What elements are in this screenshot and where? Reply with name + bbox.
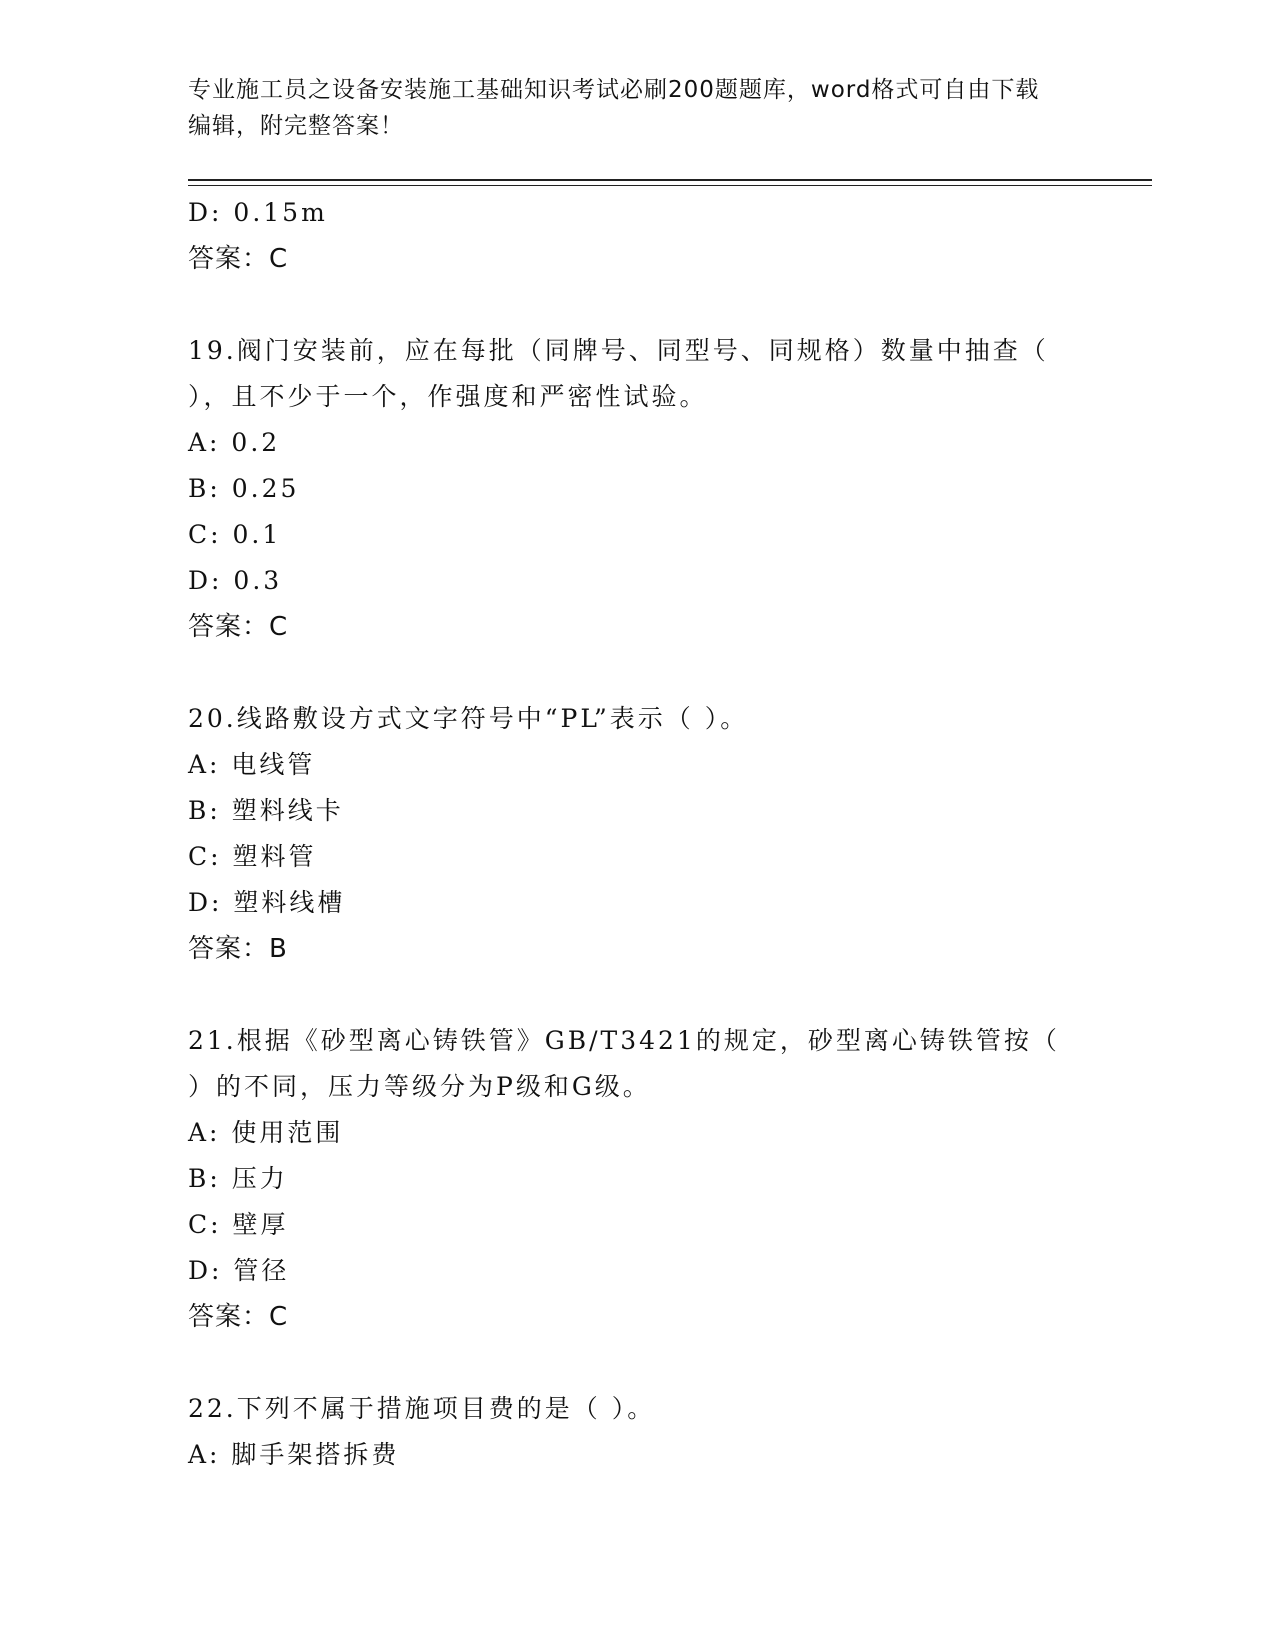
- option-c: C: 壁厚: [188, 1210, 289, 1239]
- document-header: [188, 72, 1088, 144]
- answer-line: 答案：B: [188, 934, 288, 964]
- option-b: B: 塑料线卡: [188, 796, 344, 825]
- question-stem-line-2: ），且不少于一个，作强度和严密性试验。: [188, 382, 708, 411]
- answer-line: 答案：C: [188, 244, 289, 274]
- question-22: [188, 1386, 1088, 1478]
- option-a: A: 电线管: [188, 750, 316, 779]
- header-title-line-1: 专业施工员之设备安装施工基础知识考试必刷200题题库，word格式可自由下载: [188, 77, 1040, 103]
- question-stem-line-1: 19.阀门安装前，应在每批（同牌号、同型号、同规格）数量中抽查（: [188, 336, 1049, 365]
- question-21: [188, 1018, 1088, 1340]
- question-20: [188, 696, 1088, 972]
- option-d: D: 0.15m: [188, 198, 328, 227]
- header-divider-thin: [188, 185, 1152, 186]
- option-c: C: 塑料管: [188, 842, 317, 871]
- option-c: C: 0.1: [188, 520, 282, 549]
- question-stem-line-1: 22.下列不属于措施项目费的是（ ）。: [188, 1394, 656, 1423]
- option-d: D: 塑料线槽: [188, 888, 346, 917]
- question-list: [188, 190, 1088, 1478]
- option-a: A: 脚手架搭拆费: [188, 1440, 400, 1469]
- previous-question-tail: [188, 190, 1088, 282]
- option-d: D: 管径: [188, 1256, 290, 1285]
- answer-line: 答案：C: [188, 612, 289, 642]
- option-a: A: 0.2: [188, 428, 281, 457]
- question-19: [188, 328, 1088, 650]
- option-d: D: 0.3: [188, 566, 283, 595]
- question-stem-line-1: 21.根据《砂型离心铸铁管》GB/T3421的规定，砂型离心铸铁管按（: [188, 1026, 1060, 1055]
- header-divider-thick: [188, 179, 1152, 181]
- question-stem-line-1: 20.线路敷设方式文字符号中“PL”表示（ ）。: [188, 704, 749, 733]
- question-stem-line-2: ）的不同，压力等级分为P级和G级。: [188, 1072, 651, 1101]
- header-title-line-2: 编辑，附完整答案！: [188, 113, 404, 139]
- option-b: B: 压力: [188, 1164, 288, 1193]
- answer-line: 答案：C: [188, 1302, 289, 1332]
- option-b: B: 0.25: [188, 474, 300, 503]
- option-a: A: 使用范围: [188, 1118, 344, 1147]
